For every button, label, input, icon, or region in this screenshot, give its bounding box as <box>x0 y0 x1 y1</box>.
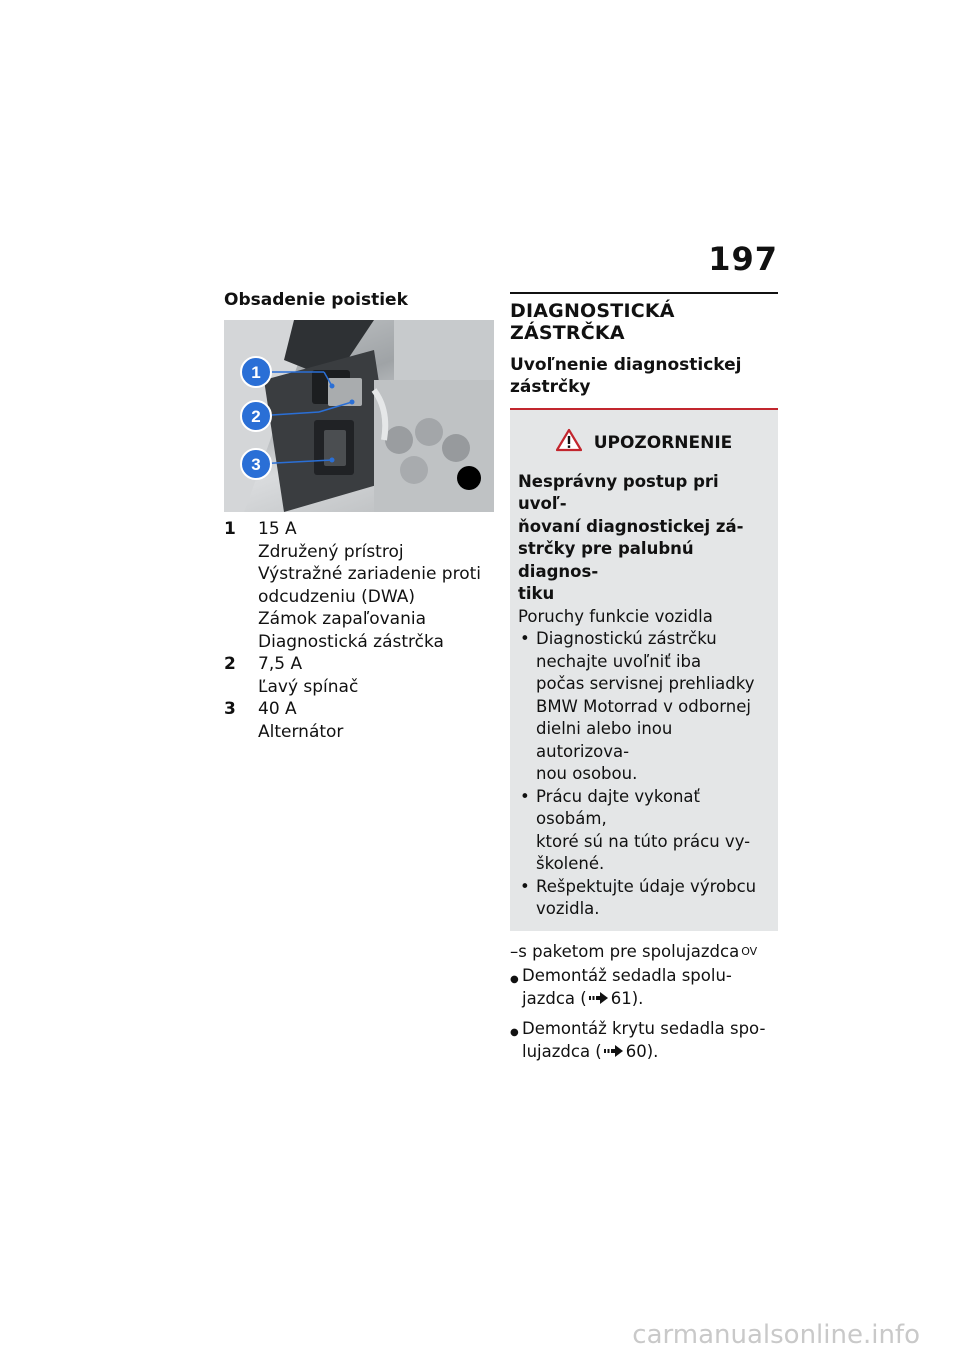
fuse-legend <box>224 518 496 743</box>
hazard-line: Nesprávny postup pri uvoľ- <box>518 471 719 513</box>
step-line: jazdca ( <box>522 988 587 1008</box>
diagnostic-connector-section <box>510 292 778 1064</box>
measure-line: dielni alebo inou autorizova- <box>536 719 673 761</box>
legend-line: 15 A <box>258 519 297 539</box>
hazard-line: strčky pre palubnú diagnos- <box>518 539 694 581</box>
fuse-box-illustration <box>224 320 494 512</box>
measure-line: • Prácu dajte vykonať osobám, <box>536 786 700 828</box>
warning-measures <box>518 628 770 921</box>
marker-2-label: 2 <box>251 407 261 426</box>
legend-line: Zámok zapaľovania <box>258 609 426 629</box>
measure-item <box>518 786 770 876</box>
page-number: 197 <box>708 240 778 278</box>
legend-line: Ľavý spínač <box>258 676 359 697</box>
legend-item <box>224 653 496 698</box>
marker-1-label: 1 <box>251 363 261 382</box>
warning-consequence: Poruchy funkcie vozidla <box>518 606 713 626</box>
procedure <box>510 941 778 1064</box>
procedure-step <box>510 1018 778 1063</box>
measure-line: • Diagnostickú zástrčku <box>536 629 717 648</box>
subtitle-line: zástrčky <box>510 377 591 397</box>
procedure-step <box>510 965 778 1010</box>
legend-line: Diagnostická zástrčka <box>258 631 444 652</box>
measure-line: ktoré sú na túto prácu vy- <box>536 831 751 851</box>
measure-line: vozidla. <box>536 899 600 918</box>
legend-number: 2 <box>224 654 236 674</box>
legend-item <box>224 518 496 653</box>
warning-title: UPOZORNENIE <box>593 433 733 453</box>
legend-item <box>224 698 496 743</box>
legend-number: 1 <box>224 519 236 539</box>
measure-line: nechajte uvoľniť iba <box>536 651 702 671</box>
section-divider <box>510 292 778 294</box>
legend-line: 7,5 A <box>258 654 303 674</box>
fuse-assignment-heading: Obsadenie poistiek <box>224 290 408 310</box>
legend-number: 3 <box>224 699 236 719</box>
measure-line: • Rešpektujte údaje výrobcu <box>536 876 757 896</box>
page-reference[interactable]: 60). <box>625 1041 659 1061</box>
page-reference[interactable]: 61). <box>610 988 644 1008</box>
measure-line: nou osobou. <box>536 764 638 783</box>
measure-line: školené. <box>536 854 605 873</box>
measure-line: BMW Motorrad v odbornej <box>536 696 751 716</box>
hazard-line: ňovaní diagnostickej zá- <box>518 516 744 536</box>
condition-line <box>510 941 778 964</box>
page-reference-arrow-icon <box>589 988 609 1011</box>
section-title: DIAGNOSTICKÁ ZÁSTRČKA <box>510 300 675 344</box>
legend-line: Výstražné zariadenie proti <box>258 564 482 584</box>
hazard-line: tiku <box>518 584 555 603</box>
condition-text: s paketom pre spolujazdca <box>518 941 740 961</box>
fuse-assignment-section <box>224 290 496 743</box>
watermark: carmanualsonline.info <box>632 1320 920 1350</box>
condition-superscript: OV <box>741 944 758 958</box>
page-reference-arrow-icon <box>604 1041 624 1064</box>
marker-3-label: 3 <box>251 455 261 474</box>
warning-hazard <box>518 471 770 606</box>
measure-item <box>518 876 770 921</box>
legend-line: Združený prístroj <box>258 541 404 562</box>
fuse-box-photo <box>224 320 494 512</box>
legend-line: Alternátor <box>258 721 344 742</box>
legend-line: 40 A <box>258 699 297 719</box>
step-line: ● Demontáž krytu sedadla spo- <box>522 1019 766 1039</box>
measure-line: počas servisnej prehliadky <box>536 674 755 693</box>
condition-dash: – <box>510 941 519 961</box>
legend-line: odcudzeniu (DWA) <box>258 586 416 607</box>
step-line: ● Demontáž sedadla spolu- <box>522 966 732 985</box>
section-subtitle <box>510 354 778 398</box>
step-line: lujazdca ( <box>522 1041 602 1061</box>
measure-item <box>518 628 770 786</box>
subtitle-line: Uvoľnenie diagnostickej <box>510 355 742 375</box>
warning-box <box>510 410 778 931</box>
warning-triangle-icon <box>556 428 582 459</box>
